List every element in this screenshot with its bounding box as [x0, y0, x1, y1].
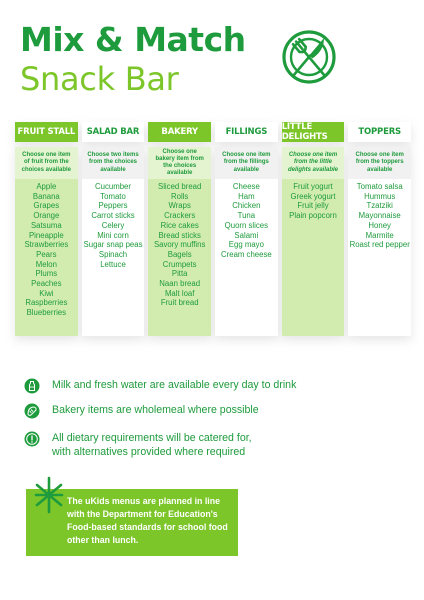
- menu-column-fruit-stall: [15, 122, 78, 336]
- column-instruction: Choose one item from the little delights available: [282, 147, 345, 179]
- menu-item: Strawberries: [24, 240, 69, 250]
- info-text: All dietary requirements will be catered for, with alternatives provided where required: [52, 432, 252, 458]
- menu-item: Wraps: [168, 201, 191, 211]
- menu-item: Roast red pepper: [349, 240, 410, 250]
- column-instruction: Choose two items from the choices available: [82, 147, 145, 179]
- column-instruction: Choose one item from the toppers available: [348, 147, 411, 179]
- menu-item: Crackers: [164, 211, 196, 221]
- menu-item: Mini corn: [97, 230, 129, 240]
- column-instruction: Choose one item from the fillings available: [215, 147, 278, 179]
- menu-item: Banana: [32, 191, 60, 201]
- menu-item: Quorn slices: [224, 220, 269, 230]
- plate-with-fork-and-knife-icon: [281, 29, 337, 85]
- menu-item: Marmite: [365, 230, 394, 240]
- menu-item: Pitta: [171, 269, 188, 279]
- menu-item: Crumpets: [162, 259, 197, 269]
- menu-item: Blueberries: [26, 308, 67, 318]
- menu-item: Honey: [368, 220, 391, 230]
- menu-column-fillings: [215, 122, 278, 336]
- menu-item: Raspberries: [25, 298, 68, 308]
- menu-item: Melon: [35, 259, 57, 269]
- menu-item: Mayonnaise: [358, 211, 401, 221]
- menu-item: Bread sticks: [158, 230, 201, 240]
- menu-item: Fruit bread: [160, 298, 199, 308]
- menu-item: Satsuma: [30, 220, 62, 230]
- info-dietary-requirements: [24, 431, 252, 459]
- menu-item: Sliced bread: [158, 182, 202, 191]
- column-items: [282, 179, 345, 336]
- page-title: Mix & Match: [20, 20, 246, 59]
- menu-item: Tuna: [237, 211, 256, 221]
- info-milk-water: [24, 378, 296, 394]
- info-text: Bakery items are wholemeal where possible: [52, 404, 259, 416]
- milk-bottle-icon: [24, 378, 40, 394]
- info-text: Milk and fresh water are available every day to drink: [52, 379, 297, 391]
- menu-item: Tomato: [100, 191, 126, 201]
- menu-item: Pineapple: [28, 230, 64, 240]
- menu-item: Egg mayo: [228, 240, 264, 250]
- menu-item: Hummus: [364, 191, 396, 201]
- menu-item: Naan bread: [159, 279, 201, 289]
- menu-column-toppers: [348, 122, 411, 336]
- menu-item: Savory muffins: [153, 240, 206, 250]
- menu-item: Peppers: [98, 201, 128, 211]
- column-instruction: Choose one item of fruit from the choices available: [15, 147, 78, 179]
- menu-item: Apple: [36, 182, 57, 191]
- info-bakery-wholemeal: [24, 403, 259, 419]
- menu-item: Cucumber: [95, 182, 131, 191]
- column-instruction: Choose one bakery item from the choices available: [148, 147, 211, 179]
- menu-grid: [15, 122, 411, 336]
- menu-item: Sugar snap peas: [83, 240, 143, 250]
- menu-item: Lettuce: [100, 259, 126, 269]
- callout-text: The uKids menus are planned in line with the Department for Education's Food-based standards for school food other than lunch.: [67, 496, 228, 545]
- menu-column-little-delights: [282, 122, 345, 336]
- menu-item: Malt loaf: [164, 288, 195, 298]
- menu-item: Rice cakes: [160, 220, 199, 230]
- column-heading: FRUIT STALL: [15, 122, 78, 142]
- menu-item: Peaches: [31, 279, 62, 289]
- menu-item: Greek yogurt: [290, 191, 336, 201]
- menu-item: Ham: [238, 191, 255, 201]
- column-heading: SALAD BAR: [82, 122, 145, 142]
- column-heading: TOPPERS: [348, 122, 411, 142]
- menu-item: Plums: [35, 269, 58, 279]
- menu-item: Plain popcorn: [289, 211, 337, 221]
- menu-item: Celery: [101, 220, 125, 230]
- menu-item: Tzatziki: [366, 201, 393, 211]
- menu-item: Spinach: [98, 249, 128, 259]
- column-items: [82, 179, 145, 336]
- menu-column-bakery: [148, 122, 211, 336]
- column-items: [15, 179, 78, 336]
- menu-item: Kiwi: [39, 288, 54, 298]
- menu-item: Salami: [234, 230, 259, 240]
- menu-column-salad-bar: [82, 122, 145, 336]
- menu-item: Carrot sticks: [91, 211, 135, 221]
- menu-item: Chicken: [232, 201, 261, 211]
- column-items: [148, 179, 211, 336]
- column-heading: BAKERY: [148, 122, 211, 142]
- menu-item: Pears: [36, 249, 57, 259]
- sparkle-icon: [34, 476, 64, 514]
- menu-item: Tomato salsa: [356, 182, 403, 191]
- menu-item: Cream cheese: [221, 249, 272, 259]
- exclamation-icon: [24, 431, 40, 447]
- menu-item: Rolls: [171, 191, 189, 201]
- menu-item: Fruit yogurt: [293, 182, 333, 191]
- column-heading: FILLINGS: [215, 122, 278, 142]
- column-heading: LITTLE DELIGHTS: [282, 122, 345, 142]
- column-items: [215, 179, 278, 336]
- column-items: [348, 179, 411, 336]
- menu-item: Grapes: [33, 201, 60, 211]
- page-subtitle: Snack Bar: [20, 60, 179, 98]
- menu-item: Cheese: [232, 182, 260, 191]
- menu-item: Bagels: [167, 249, 192, 259]
- bread-icon: [24, 403, 40, 419]
- menu-item: Orange: [33, 211, 60, 221]
- menu-item: Fruit jelly: [297, 201, 329, 211]
